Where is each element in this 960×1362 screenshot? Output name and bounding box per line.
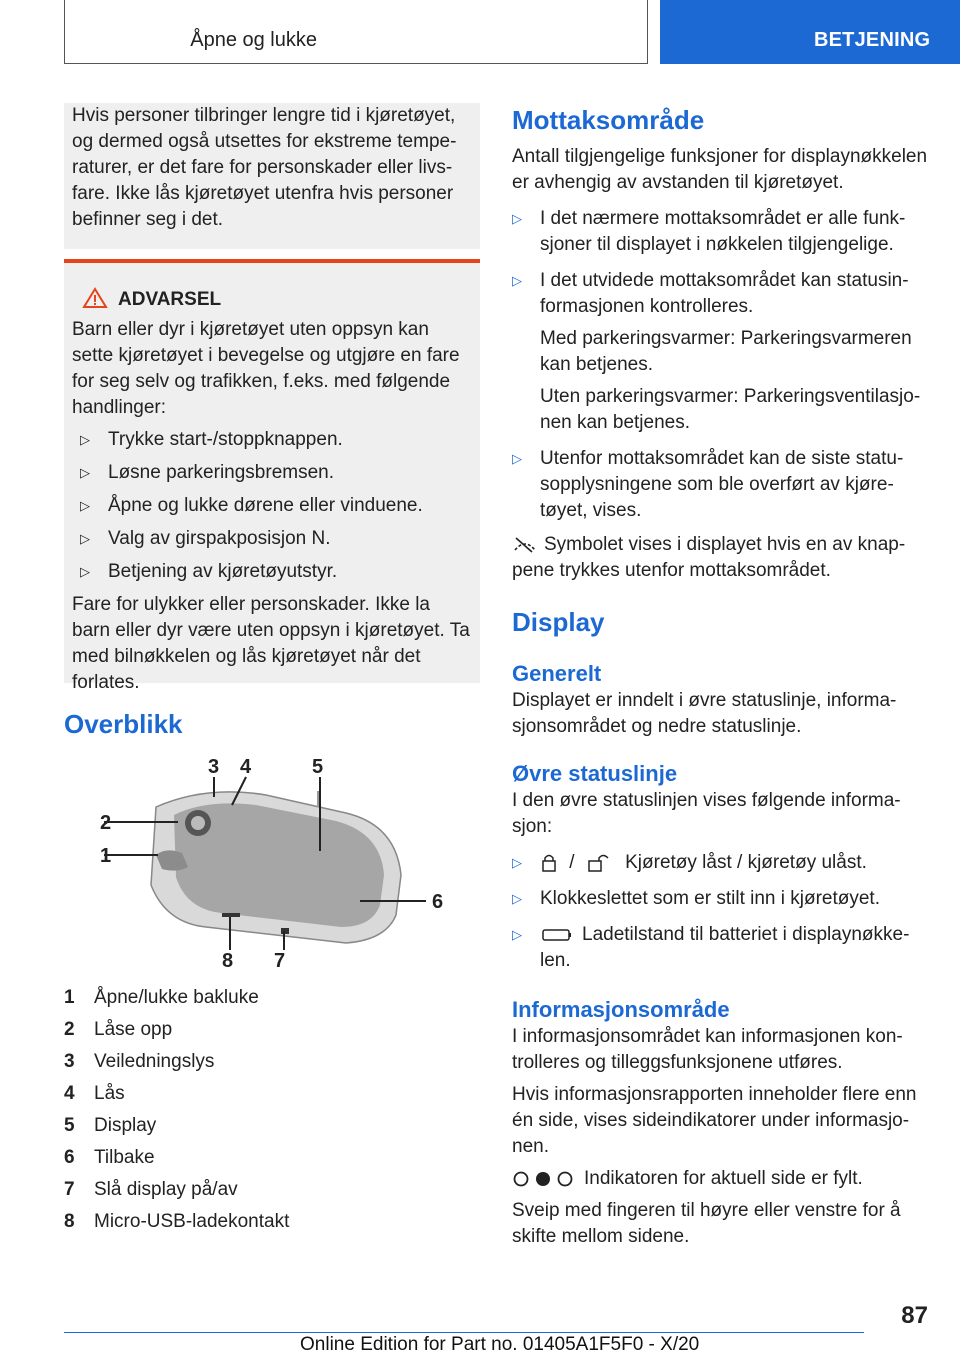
battery-icon bbox=[540, 928, 574, 942]
warning-title: ADVARSEL bbox=[118, 289, 222, 311]
list-item: ▷ Valg av girspakposisjon N. bbox=[80, 528, 331, 550]
range-note: Med parkeringsvarmer: Parkeringsvarmeren kan betjenes. bbox=[540, 328, 912, 375]
edition-footer: Online Edition for Part no. 01405A1F5F0 - X/20 bbox=[300, 1334, 700, 1355]
display-title: Display bbox=[512, 607, 605, 637]
legend-row: 3 Veiledningslys bbox=[64, 1051, 215, 1072]
warning-intro: Barn eller dyr i kjøretøyet uten oppsyn kan sette kjøretøyet i bevegelse og utgjøre en fare for seg selv og trafikken, f.eks. med følgende handlinger: bbox=[72, 319, 460, 419]
list-item: ▷ Åpne og lukke dørene eller vinduene. bbox=[80, 495, 423, 517]
no-signal-icon bbox=[512, 536, 538, 554]
overview-title: Overblikk bbox=[64, 709, 183, 739]
upper-statusline-intro: I den øvre statuslinjen vises følgende informasjon: bbox=[512, 790, 901, 837]
list-item: ▷ I det utvidede mottaksområdet kan statusinformasjonen kontrolleres. bbox=[512, 270, 909, 317]
legend-row: 5 Display bbox=[64, 1115, 157, 1136]
figure-label: 3 bbox=[208, 756, 220, 778]
chapter-tab[interactable] bbox=[660, 0, 960, 64]
info-box-text: Hvis personer tilbringer lengre tid i kjøretøyet, og dermed også utsettes for ekstreme temperaturer, er det fare for personskader eller livsfare. Ikke lås kjøretøyet utenfra hvis personer befinner seg i det. bbox=[72, 105, 457, 230]
right-column bbox=[512, 104, 932, 1250]
info-box bbox=[64, 103, 480, 249]
footer-rule bbox=[64, 1332, 864, 1333]
figure-label: 2 bbox=[100, 812, 112, 834]
info-area-text: I informasjonsområdet kan informasjonen kontrolleres og tilleggsfunksjonene utføres. bbox=[512, 1026, 903, 1073]
header-frame bbox=[64, 0, 648, 64]
legend-row: 1 Åpne/lukke bakluke bbox=[64, 987, 259, 1008]
range-symbol-note: Symbolet vises i displayet hvis en av knappene trykkes utenfor mottaksområdet. bbox=[512, 534, 906, 581]
range-note: Uten parkeringsvarmer: Parkeringsventilasjonen kan betjenes. bbox=[540, 386, 921, 433]
lock-icon bbox=[540, 853, 558, 873]
list-item: ▷ Ladetilstand til batteriet i displaynøkkelen. bbox=[512, 924, 910, 971]
legend-row: 7 Slå display på/av bbox=[64, 1179, 238, 1200]
range-title: Mottaksområde bbox=[512, 105, 705, 135]
warning-box bbox=[64, 259, 480, 694]
chapter-tab-label: BETJENING bbox=[814, 29, 931, 51]
figure-label: 8 bbox=[222, 950, 234, 972]
section-title: Åpne og lukke bbox=[190, 29, 317, 51]
list-item: ▷ Klokkeslettet som er stilt inn i kjøretøyet. bbox=[512, 888, 880, 909]
legend-row: 8 Micro-USB-ladekontakt bbox=[64, 1211, 290, 1232]
figure-label: 5 bbox=[312, 756, 324, 778]
warning-outro: Fare for ulykker eller personskader. Ikke la barn eller dyr være uten oppsyn i kjøretøyet. Ta med bilnøkkelen og lås kjøretøyet når det forlates. bbox=[72, 594, 470, 694]
general-title: Generelt bbox=[512, 661, 602, 686]
warning-triangle-icon bbox=[82, 287, 108, 309]
page-indicator-icon bbox=[512, 1170, 576, 1188]
info-area-text: Sveip med fingeren til høyre eller venstre for å skifte mellom sidene. bbox=[512, 1200, 901, 1247]
figure-label: 1 bbox=[100, 845, 112, 867]
figure-label: 6 bbox=[432, 891, 444, 913]
figure-legend bbox=[64, 985, 480, 1241]
page-number: 87 bbox=[901, 1302, 928, 1329]
list-item: ▷ Trykke start-/stoppknappen. bbox=[80, 429, 343, 451]
page-indicator-note: Indikatoren for aktuell side er fylt. bbox=[512, 1166, 932, 1192]
list-item: ▷ Utenfor mottaksområdet kan de siste statusopplysningene som ble overført av kjøretøyet, vises. bbox=[512, 448, 904, 521]
info-area-title: Informasjonsområde bbox=[512, 997, 730, 1022]
warning-list bbox=[72, 427, 472, 585]
figure-label: 7 bbox=[274, 950, 286, 972]
upper-statusline-title: Øvre statuslinje bbox=[512, 761, 678, 786]
legend-row: 6 Tilbake bbox=[64, 1147, 155, 1168]
list-item: ▷ Betjening av kjøretøyutstyr. bbox=[80, 561, 338, 583]
info-area-text: Hvis informasjonsrapporten inneholder flere enn én side, vises sideindikatorer under informasjonen. bbox=[512, 1084, 917, 1157]
warning-heading bbox=[72, 287, 472, 313]
figure-label: 4 bbox=[240, 756, 252, 778]
range-intro: Antall tilgjengelige funksjoner for displaynøkkelen er avhengig av avstanden til kjøretøyet. bbox=[512, 146, 928, 193]
legend-row: 2 Låse opp bbox=[64, 1019, 173, 1040]
list-item: ▷ Løsne parkeringsbremsen. bbox=[80, 462, 334, 484]
general-text: Displayet er inndelt i øvre statuslinje, informasjonsområdet og nedre statuslinje. bbox=[512, 690, 897, 737]
list-item: ▷ / Kjøretøy låst / kjøretøy ulåst. bbox=[512, 852, 867, 873]
display-key-figure bbox=[96, 755, 452, 973]
unlock-icon bbox=[586, 853, 612, 873]
legend-row: 4 Lås bbox=[64, 1083, 125, 1104]
list-item: ▷ I det nærmere mottaksområdet er alle funksjoner til displayet i nøkkelen tilgjengelige. bbox=[512, 208, 906, 255]
